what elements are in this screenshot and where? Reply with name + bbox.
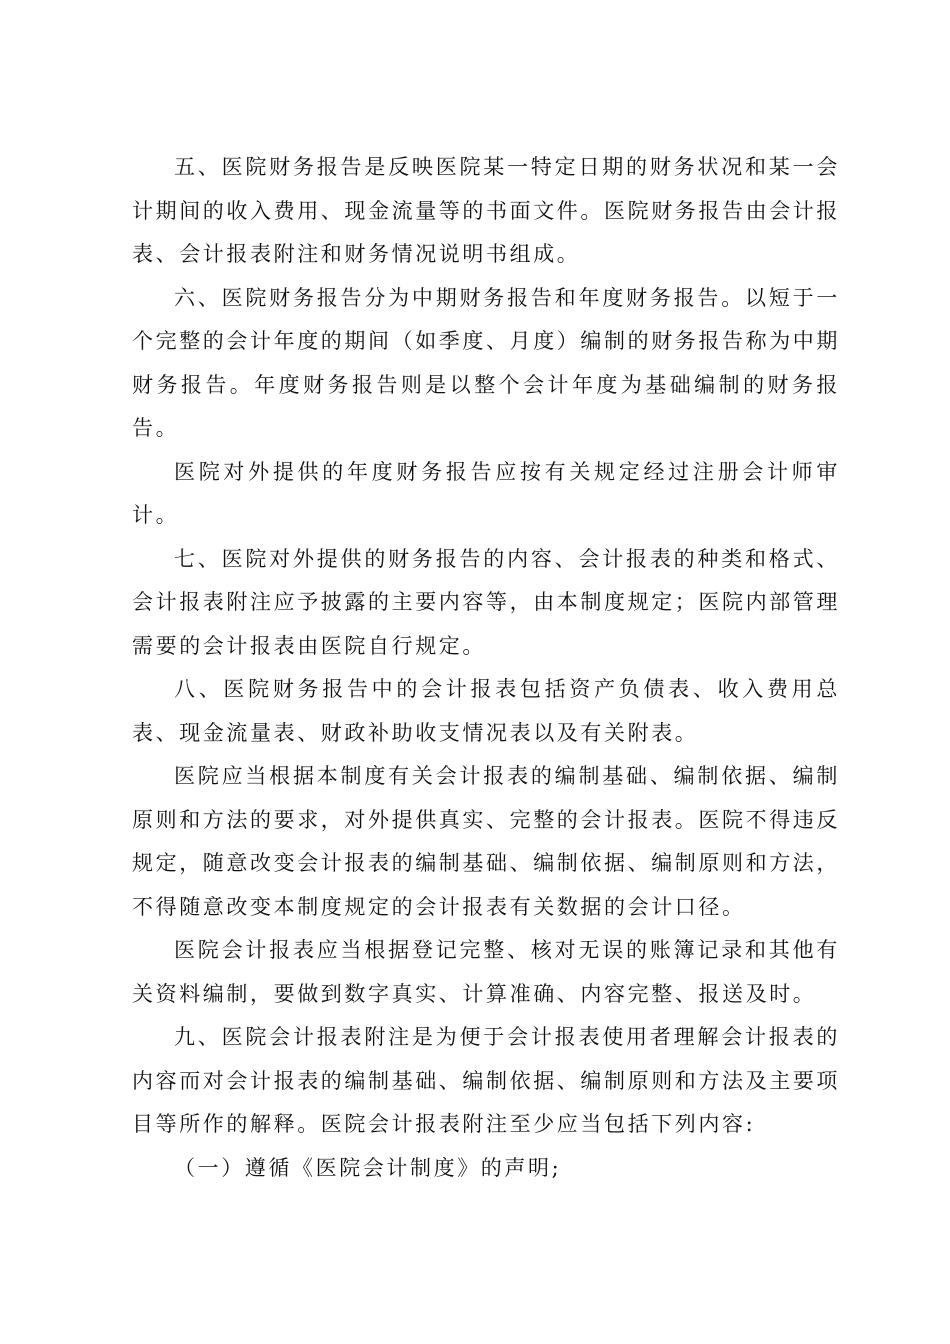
paragraph-7: 七、医院对外提供的财务报告的内容、会计报表的种类和格式、会计报表附注应予披露的主要内容等，由本制度规定；医院内部管理需要的会计报表由医院自行规定。 xyxy=(132,546,840,658)
paragraph-5: 五、医院财务报告是反映医院某一特定日期的财务状况和某一会计期间的收入费用、现金流量等的书面文件。医院财务报告由会计报表、会计报表附注和财务情况说明书组成。 xyxy=(132,155,840,266)
paragraph-8-accuracy: 医院会计报表应当根据登记完整、核对无误的账簿记录和其他有关资料编制，要做到数字真实、计算准确、内容完整、报送及时。 xyxy=(132,938,840,1006)
paragraph-6-audit: 医院对外提供的年度财务报告应按有关规定经过注册会计师审计。 xyxy=(132,459,840,527)
paragraph-8-requirements: 医院应当根据本制度有关会计报表的编制基础、编制依据、编制原则和方法的要求，对外提供真实、完整的会计报表。医院不得违反规定，随意改变会计报表的编制基础、编制依据、编制原则和方法，不得随意改变本制度规定的会计报表有关数据的会计口径。 xyxy=(132,764,840,919)
paragraph-8: 八、医院财务报告中的会计报表包括资产负债表、收入费用总表、现金流量表、财政补助收支情况表以及有关附表。 xyxy=(132,677,840,745)
document-page xyxy=(132,146,840,1190)
paragraph-9-item-1: （一）遵循《医院会计制度》的声明; xyxy=(174,1155,562,1180)
paragraph-6: 六、医院财务报告分为中期财务报告和年度财务报告。以短于一个完整的会计年度的期间（如季度、月度）编制的财务报告称为中期财务报告。年度财务报告则是以整个会计年度为基础编制的财务报告。 xyxy=(132,285,840,440)
paragraph-9: 九、医院会计报表附注是为便于会计报表使用者理解会计报表的内容而对会计报表的编制基础、编制依据、编制原则和方法及主要项目等所作的解释。医院会计报表附注至少应当包括下列内容: xyxy=(132,1025,840,1136)
